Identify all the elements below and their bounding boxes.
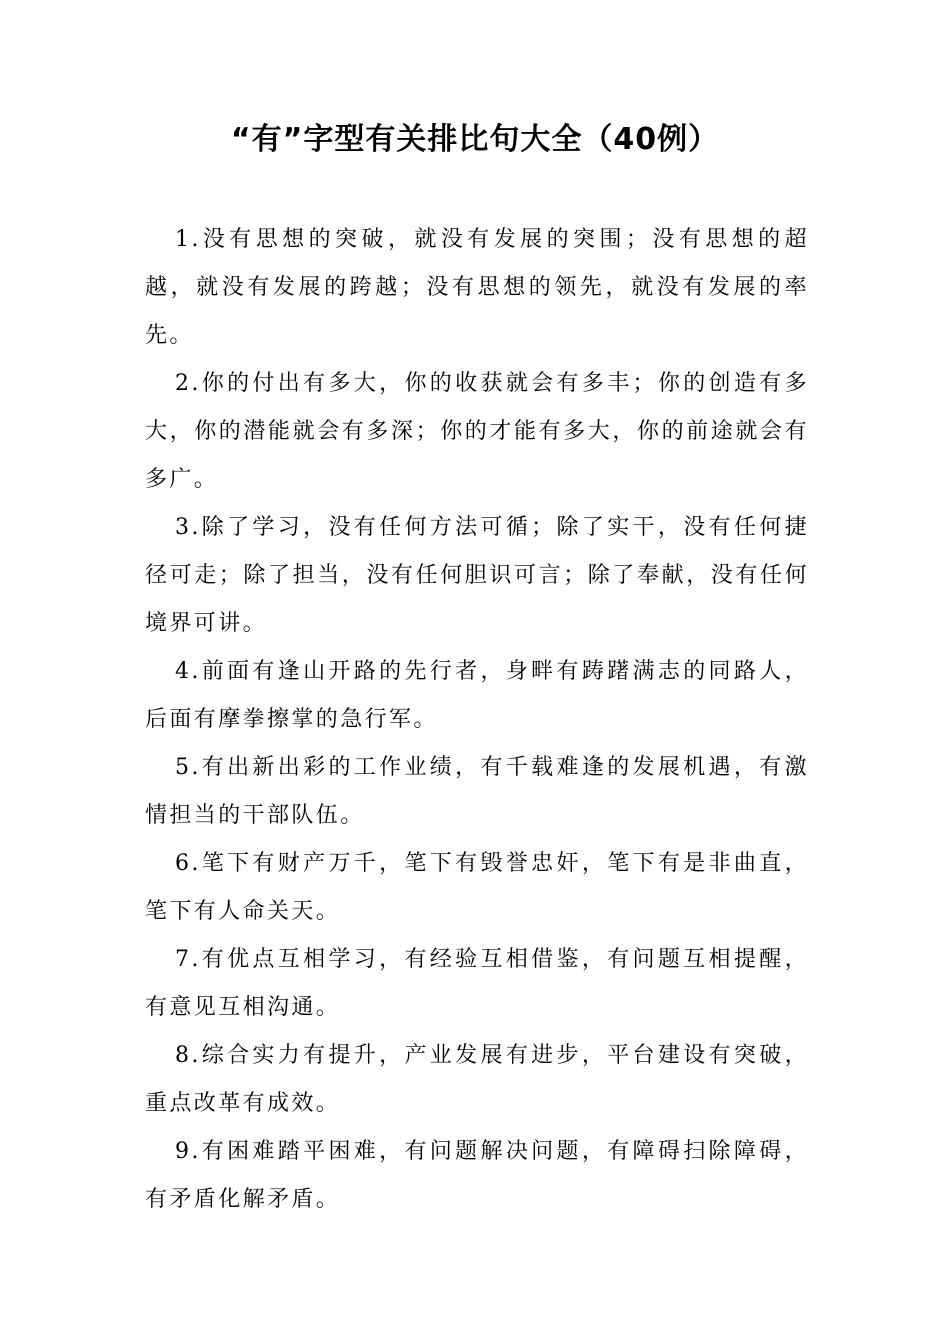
document-body xyxy=(145,216,809,1224)
paragraph-6: 6.笔下有财产万千，笔下有毁誉忠奸，笔下有是非曲直，笔下有人命关天。 xyxy=(145,851,809,924)
paragraph-9: 9.有困难踏平困难，有问题解决问题，有障碍扫除障碍，有矛盾化解矛盾。 xyxy=(145,1139,809,1212)
paragraph-3: 3.除了学习，没有任何方法可循；除了实干，没有任何捷径可走；除了担当，没有任何胆识可言；除了奉献，没有任何境界可讲。 xyxy=(145,515,809,636)
paragraph-7: 7.有优点互相学习，有经验互相借鉴，有问题互相提醒，有意见互相沟通。 xyxy=(145,947,809,1020)
paragraph-5: 5.有出新出彩的工作业绩，有千载难逢的发展机遇，有激情担当的干部队伍。 xyxy=(145,755,809,828)
document-title: “有”字型有关排比句大全（40例） xyxy=(230,122,720,157)
paragraph-8: 8.综合实力有提升，产业发展有进步，平台建设有突破，重点改革有成效。 xyxy=(145,1043,809,1116)
paragraph-1: 1.没有思想的突破，就没有发展的突围；没有思想的超越，就没有发展的跨越；没有思想的领先，就没有发展的率先。 xyxy=(145,227,809,348)
paragraph-4: 4.前面有逢山开路的先行者，身畔有踌躇满志的同路人，后面有摩拳擦掌的急行军。 xyxy=(145,659,809,732)
paragraph-2: 2.你的付出有多大，你的收获就会有多丰；你的创造有多大，你的潜能就会有多深；你的才能有多大，你的前途就会有多广。 xyxy=(145,371,809,492)
